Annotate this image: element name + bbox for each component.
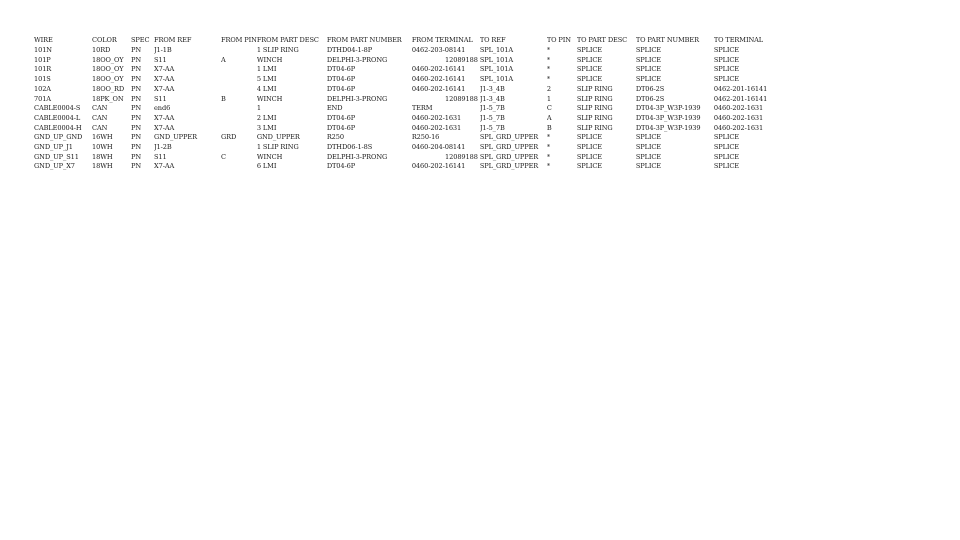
- cell-to-pin: A: [546, 113, 552, 122]
- column-header-to-part-desc: TO PART DESC: [576, 36, 628, 44]
- cell-to-ref: SPL_101A: [479, 46, 513, 54]
- cell-wire: 101R: [34, 65, 52, 74]
- cell-from-part-desc: 1 SLIP RING: [256, 143, 299, 152]
- cell-from-pin: [221, 114, 257, 124]
- cell-color: 18WH: [92, 162, 113, 171]
- cell-to-ref: SPL_GRD_UPPER: [479, 143, 539, 152]
- cell-color: CAN: [92, 113, 108, 122]
- cell-from-ref: S11: [154, 152, 167, 161]
- cell-from-part-number: DT04-6P: [326, 75, 356, 84]
- table-row: [34, 162, 784, 172]
- cell-wire: GND_UP_X7: [34, 162, 75, 171]
- cell-to-part-desc: SPLICE: [576, 75, 603, 84]
- cell-from-pin: GRD: [221, 133, 237, 142]
- cell-color: 10WH: [92, 143, 113, 152]
- cell-wire: 701A: [34, 94, 51, 103]
- table-header: [34, 36, 784, 46]
- cell-to-part-desc: SPLICE: [576, 65, 603, 74]
- cell-from-part-number: DTHD04-1-8P: [326, 46, 373, 54]
- cell-to-pin: *: [546, 143, 551, 152]
- cell-to-terminal: SPLICE: [713, 133, 740, 142]
- cell-to-terminal: SPLICE: [713, 162, 740, 171]
- cell-from-terminal: 0460-204-08141: [411, 143, 466, 152]
- cell-to-terminal: SPLICE: [713, 65, 740, 74]
- cell-to-pin: *: [546, 65, 551, 74]
- cell-color: 18PK_ON: [92, 94, 124, 103]
- cell-from-part-desc: 1 LMI: [256, 65, 277, 74]
- wire-list-table: [34, 36, 784, 172]
- cell-spec: PN: [131, 113, 142, 122]
- table-body: [34, 46, 784, 172]
- cell-spec: PN: [131, 94, 142, 103]
- cell-to-terminal: SPLICE: [713, 55, 740, 64]
- cell-from-terminal: TERM: [411, 104, 433, 113]
- column-header-to-part-number: TO PART NUMBER: [635, 36, 699, 44]
- cell-from-ref: GND_UPPER: [154, 133, 197, 142]
- cell-to-part-desc: SLIP RING: [576, 104, 613, 113]
- cell-wire: GND_UP_S11: [34, 152, 79, 161]
- cell-to-terminal: 0460-202-1631: [713, 104, 764, 113]
- cell-from-part-number: R250: [326, 133, 344, 142]
- cell-to-part-number: SPLICE: [635, 143, 662, 152]
- cell-spec: PN: [131, 143, 142, 152]
- cell-to-pin: C: [546, 104, 552, 113]
- cell-from-ref: S11: [154, 94, 167, 103]
- cell-to-part-desc: SPLICE: [576, 152, 603, 161]
- cell-to-ref: SPL_GRD_UPPER: [479, 162, 539, 171]
- column-header-from-pin: FROM PIN: [221, 36, 257, 44]
- cell-spec: PN: [131, 162, 142, 171]
- cell-from-part-desc: 5 LMI: [256, 75, 277, 84]
- cell-from-terminal: 0460-202-16141: [411, 75, 466, 84]
- cell-from-part-number: DELPHI-3-PRONG: [326, 55, 388, 64]
- cell-to-pin: *: [546, 55, 551, 64]
- cell-to-ref: SPL_101A: [479, 65, 513, 74]
- cell-wire: CABLE0004-S: [34, 104, 81, 113]
- cell-from-ref: X7-AA: [154, 123, 175, 132]
- cell-from-part-desc: WINCH: [256, 94, 283, 103]
- column-header-from-terminal: FROM TERMINAL: [411, 36, 473, 44]
- cell-from-terminal: 12089188: [445, 94, 478, 103]
- cell-from-part-number: DELPHI-3-PRONG: [326, 94, 388, 103]
- cell-color: 18OO_RD: [92, 84, 125, 93]
- cell-from-terminal: 0460-202-16141: [411, 162, 466, 171]
- table-row: [34, 56, 784, 66]
- cell-color: 18OO_OY: [92, 55, 124, 64]
- cell-from-pin: C: [221, 152, 226, 161]
- cell-from-terminal: 12089188: [445, 55, 478, 64]
- cell-color: CAN: [92, 123, 108, 132]
- table-row: [34, 46, 784, 56]
- cell-to-ref: SPL_101A: [479, 55, 513, 64]
- cell-from-part-number: END: [326, 104, 343, 113]
- table-row: [34, 133, 784, 143]
- cell-to-pin: *: [546, 133, 551, 142]
- cell-wire: GND_UP_J1: [34, 143, 73, 152]
- cell-to-terminal: 0460-202-1631: [713, 113, 764, 122]
- cell-to-pin: 1: [546, 94, 551, 103]
- cell-to-part-desc: SPLICE: [576, 133, 603, 142]
- cell-to-part-number: DT04-3P_W3P-1939: [635, 104, 701, 113]
- cell-to-pin: *: [546, 75, 551, 84]
- cell-from-part-desc: 2 LMI: [256, 113, 277, 122]
- cell-from-part-desc: 3 LMI: [256, 123, 277, 132]
- table-row: [34, 65, 784, 75]
- cell-from-pin: B: [221, 94, 226, 103]
- cell-to-pin: *: [546, 152, 551, 161]
- table-row: [34, 143, 784, 153]
- cell-to-ref: J1-3_4B: [479, 84, 505, 93]
- cell-from-ref: X7-AA: [154, 84, 175, 93]
- cell-from-part-number: DT04-6P: [326, 162, 356, 171]
- cell-to-ref: J1-3_4B: [479, 94, 505, 103]
- table-row: [34, 114, 784, 124]
- cell-spec: PN: [131, 46, 142, 54]
- cell-to-part-number: SPLICE: [635, 55, 662, 64]
- cell-to-part-desc: SLIP RING: [576, 94, 613, 103]
- cell-from-terminal: 0460-202-1631: [411, 123, 462, 132]
- column-header-to-ref: TO REF: [479, 36, 506, 44]
- header-row: [34, 36, 784, 46]
- cell-from-ref: X7-AA: [154, 162, 175, 171]
- cell-from-pin: [221, 85, 257, 95]
- cell-from-part-desc: 1 SLIP RING: [256, 46, 299, 54]
- cell-color: 10RD: [92, 46, 111, 54]
- cell-spec: PN: [131, 55, 142, 64]
- cell-wire: 102A: [34, 84, 51, 93]
- cell-from-pin: [221, 65, 257, 75]
- table-row: [34, 124, 784, 134]
- cell-wire: 101P: [34, 55, 51, 64]
- cell-from-part-number: DELPHI-3-PRONG: [326, 152, 388, 161]
- cell-to-part-number: SPLICE: [635, 133, 662, 142]
- cell-spec: PN: [131, 133, 142, 142]
- cell-wire: CABLE0004-H: [34, 123, 82, 132]
- cell-from-ref: J1-2B: [154, 143, 172, 152]
- cell-to-pin: *: [546, 162, 551, 171]
- column-header-to-pin: TO PIN: [546, 36, 571, 44]
- column-header-from-ref: FROM REF: [154, 36, 192, 44]
- column-header-wire: WIRE: [34, 36, 53, 44]
- cell-from-part-desc: WINCH: [256, 152, 283, 161]
- cell-to-part-number: SPLICE: [635, 152, 662, 161]
- cell-from-terminal: 0460-202-1631: [411, 113, 462, 122]
- cell-from-pin: [221, 143, 257, 153]
- column-header-to-terminal: TO TERMINAL: [713, 36, 764, 44]
- cell-to-part-number: SPLICE: [635, 75, 662, 84]
- cell-from-ref: X7-AA: [154, 75, 175, 84]
- cell-from-ref: X7-AA: [154, 65, 175, 74]
- cell-from-part-number: DTHD06-1-8S: [326, 143, 373, 152]
- cell-to-terminal: 0462-201-16141: [713, 94, 768, 103]
- cell-color: CAN: [92, 104, 108, 113]
- cell-to-terminal: SPLICE: [713, 152, 740, 161]
- cell-to-part-desc: SPLICE: [576, 55, 603, 64]
- cell-spec: PN: [131, 75, 142, 84]
- table-row: [34, 85, 784, 95]
- cell-to-ref: SPL_101A: [479, 75, 513, 84]
- cell-from-part-desc: WINCH: [256, 55, 283, 64]
- cell-color: 16WH: [92, 133, 113, 142]
- cell-from-pin: [221, 75, 257, 85]
- cell-to-part-number: DT06-2S: [635, 94, 665, 103]
- cell-from-part-number: DT04-6P: [326, 84, 356, 93]
- cell-wire: 101S: [34, 75, 51, 84]
- cell-from-ref: X7-AA: [154, 113, 175, 122]
- cell-to-part-desc: SPLICE: [576, 143, 603, 152]
- cell-from-ref: end6: [154, 104, 171, 113]
- cell-wire: 101N: [34, 46, 52, 54]
- cell-spec: PN: [131, 84, 142, 93]
- cell-to-part-number: SPLICE: [635, 162, 662, 171]
- column-header-from-part-number: FROM PART NUMBER: [326, 36, 402, 44]
- table-row: [34, 104, 784, 114]
- cell-from-part-number: DT04-6P: [326, 123, 356, 132]
- cell-from-pin: [221, 104, 257, 114]
- cell-from-part-number: DT04-6P: [326, 65, 356, 74]
- cell-wire: GND_UP_GND: [34, 133, 83, 142]
- cell-from-terminal: R250-16: [411, 133, 440, 142]
- cell-color: 18OO_OY: [92, 75, 124, 84]
- cell-from-part-desc: GND_UPPER: [256, 133, 300, 142]
- cell-to-pin: 2: [546, 84, 551, 93]
- table-row: [34, 95, 784, 105]
- cell-to-ref: SPL_GRD_UPPER: [479, 133, 539, 142]
- cell-to-pin: B: [546, 123, 552, 132]
- cell-to-terminal: SPLICE: [713, 46, 740, 54]
- cell-to-part-desc: SPLICE: [576, 162, 603, 171]
- cell-from-pin: [221, 124, 257, 134]
- cell-to-part-desc: SLIP RING: [576, 84, 613, 93]
- cell-wire: CABLE0004-L: [34, 113, 81, 122]
- cell-to-part-number: SPLICE: [635, 46, 662, 54]
- cell-from-ref: S11: [154, 55, 167, 64]
- cell-from-terminal: 0460-202-16141: [411, 84, 466, 93]
- cell-to-part-number: DT06-2S: [635, 84, 665, 93]
- cell-from-pin: [221, 46, 257, 56]
- cell-to-terminal: 0462-201-16141: [713, 84, 768, 93]
- table-row: [34, 153, 784, 163]
- cell-spec: PN: [131, 123, 142, 132]
- cell-spec: PN: [131, 104, 142, 113]
- cell-to-ref: J1-5_7B: [479, 123, 505, 132]
- cell-to-ref: J1-5_7B: [479, 113, 505, 122]
- cell-spec: PN: [131, 152, 142, 161]
- cell-color: 18OO_OY: [92, 65, 124, 74]
- cell-from-part-number: DT04-6P: [326, 113, 356, 122]
- cell-to-part-number: SPLICE: [635, 65, 662, 74]
- cell-to-part-desc: SLIP RING: [576, 113, 613, 122]
- cell-from-terminal: 12089188: [445, 152, 478, 161]
- cell-to-part-desc: SLIP RING: [576, 123, 613, 132]
- cell-from-pin: [221, 162, 257, 172]
- cell-to-terminal: 0460-202-1631: [713, 123, 764, 132]
- cell-from-part-desc: 6 LMI: [256, 162, 277, 171]
- column-header-color: COLOR: [92, 36, 117, 44]
- cell-to-part-number: DT04-3P_W3P-1939: [635, 113, 701, 122]
- cell-to-terminal: SPLICE: [713, 75, 740, 84]
- cell-to-pin: *: [546, 46, 551, 54]
- cell-to-part-desc: SPLICE: [576, 46, 603, 54]
- column-header-spec: SPEC: [131, 36, 150, 44]
- cell-from-part-desc: 4 LMI: [256, 84, 277, 93]
- cell-to-ref: SPL_GRD_UPPER: [479, 152, 539, 161]
- column-header-from-part-desc: FROM PART DESC: [256, 36, 319, 44]
- cell-color: 18WH: [92, 152, 113, 161]
- cell-from-part-desc: 1: [256, 104, 261, 113]
- cell-from-terminal: 0462-203-08141: [411, 46, 466, 54]
- cell-to-terminal: SPLICE: [713, 143, 740, 152]
- cell-from-pin: A: [221, 55, 226, 64]
- cell-to-part-number: DT04-3P_W3P-1939: [635, 123, 701, 132]
- table-row: [34, 75, 784, 85]
- cell-from-ref: J1-1B: [154, 46, 172, 54]
- cell-from-terminal: 0460-202-16141: [411, 65, 466, 74]
- cell-spec: PN: [131, 65, 142, 74]
- cell-to-ref: J1-5_7B: [479, 104, 505, 113]
